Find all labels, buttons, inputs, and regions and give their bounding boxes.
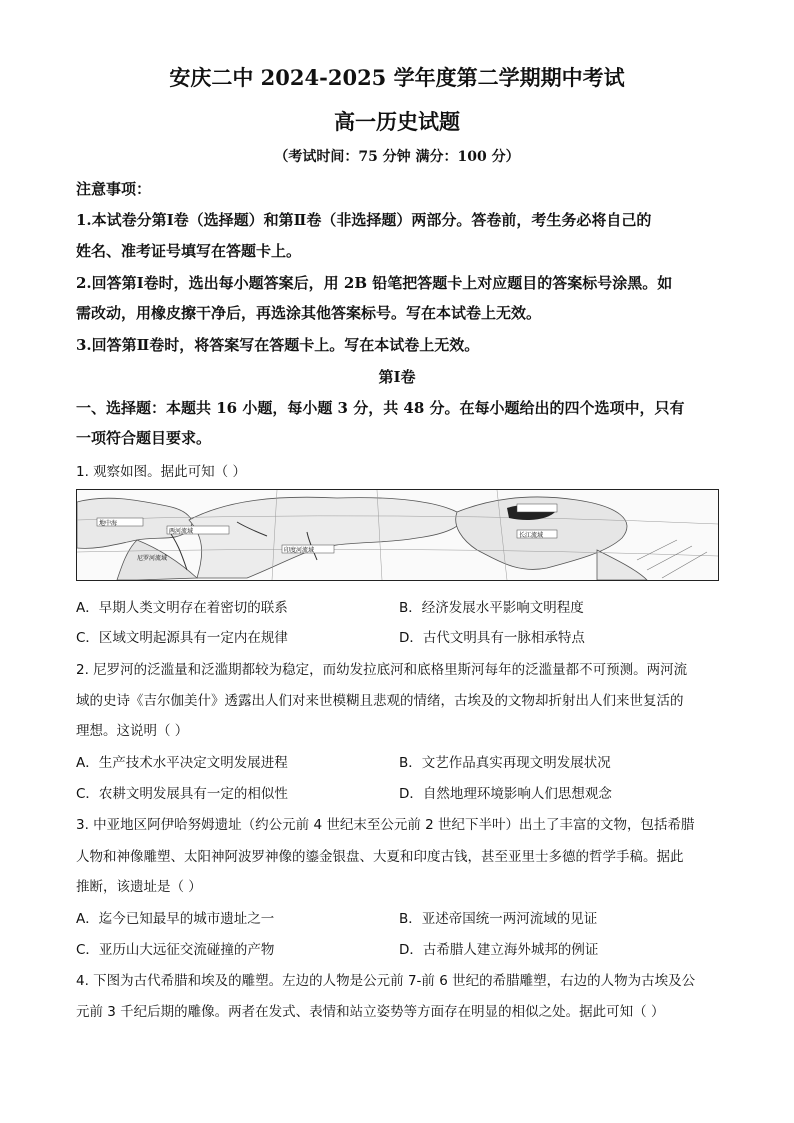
map-label: 两河流域	[169, 528, 194, 535]
question-stem: 4. 下图为古代希腊和埃及的雕塑。左边的人物是公元前 7-前 6 世纪的希腊雕塑，右边的人物为古埃及公	[76, 973, 696, 989]
option-d: D．古希腊人建立海外城邦的例证	[399, 942, 599, 958]
notes-line: 1.本试卷分第Ⅰ卷（选择题）和第Ⅱ卷（非选择题）两部分。答卷前，考生务必将自己的	[76, 211, 652, 229]
question-stem: 域的史诗《吉尔伽美什》透露出人们对来世模糊且悲观的情绪，古埃及的文物却折射出人们来世复活的	[76, 693, 684, 709]
notes-line: 需改动，用橡皮擦干净后，再选涂其他答案标号。写在本试卷上无效。	[76, 304, 542, 322]
option-a: A．迄今已知最早的城市遗址之一	[76, 911, 275, 927]
option-d: D．古代文明具有一脉相承特点	[399, 630, 585, 646]
map-label: 长江流域	[519, 532, 544, 539]
option-a: A．早期人类文明存在着密切的联系	[76, 600, 288, 616]
option-b: B．亚述帝国统一两河流域的见证	[399, 911, 598, 927]
option-c: C．农耕文明发展具有一定的相似性	[76, 786, 288, 802]
question-stem: 3. 中亚地区阿伊哈努姆遗址（约公元前 4 世纪末至公元前 2 世纪下半叶）出土了丰富的文物，包括希腊	[76, 817, 695, 833]
option-d: D．自然地理环境影响人们思想观念	[399, 786, 612, 802]
exam-info: （考试时间：75 分钟 满分：100 分）	[274, 149, 520, 165]
section-instruction: 一、选择题：本题共 16 小题，每小题 3 分，共 48 分。在每小题给出的四个选项中，只有	[76, 399, 685, 417]
map-label: 印度河流域	[284, 547, 315, 554]
exam-subtitle: 高一历史试题	[334, 109, 460, 134]
option-a: A．生产技术水平决定文明发展进程	[76, 755, 288, 771]
question-stem: 元前 3 千纪后期的雕像。两者在发式、表情和站立姿势等方面存在明显的相似之处。据此可知（ ）	[76, 1004, 665, 1020]
section-instruction: 一项符合题目要求。	[76, 429, 212, 447]
option-b: B．文艺作品真实再现文明发展状况	[399, 755, 611, 771]
question-stem: 人物和神像雕塑、太阳神阿波罗神像的鎏金银盘、大夏和印度古钱，甚至亚里士多德的哲学手稿。据此	[76, 849, 684, 865]
map-label: 地中海	[99, 520, 118, 527]
option-c: C．区域文明起源具有一定内在规律	[76, 630, 288, 646]
world-map-figure	[76, 489, 719, 581]
exam-title: 安庆二中 2024-2025 学年度第二学期期中考试	[169, 65, 625, 90]
notes-line: 3.回答第Ⅱ卷时，将答案写在答题卡上。写在本试卷上无效。	[76, 336, 480, 354]
map-label: 黄河流域	[519, 506, 544, 513]
notes-line: 2.回答第Ⅰ卷时，选出每小题答案后，用 2B 铅笔把答题卡上对应题目的答案标号涂黑。如	[76, 274, 673, 292]
question-stem: 1. 观察如图。据此可知（ ）	[76, 464, 246, 480]
notes-heading: 注意事项：	[76, 180, 152, 198]
question-stem: 推断，该遗址是（ ）	[76, 879, 202, 895]
notes-line: 姓名、准考证号填写在答题卡上。	[76, 242, 302, 260]
map-graphic	[77, 490, 718, 580]
map-label: 尼罗河流域	[137, 555, 168, 562]
question-stem: 理想。这说明（ ）	[76, 723, 189, 739]
question-stem: 2. 尼罗河的泛滥量和泛滥期都较为稳定，而幼发拉底河和底格里斯河每年的泛滥量都不可预测。两河流	[76, 662, 688, 678]
option-b: B．经济发展水平影响文明程度	[399, 600, 584, 616]
section-label: 第Ⅰ卷	[378, 368, 416, 386]
option-c: C．亚历山大远征交流碰撞的产物	[76, 942, 275, 958]
